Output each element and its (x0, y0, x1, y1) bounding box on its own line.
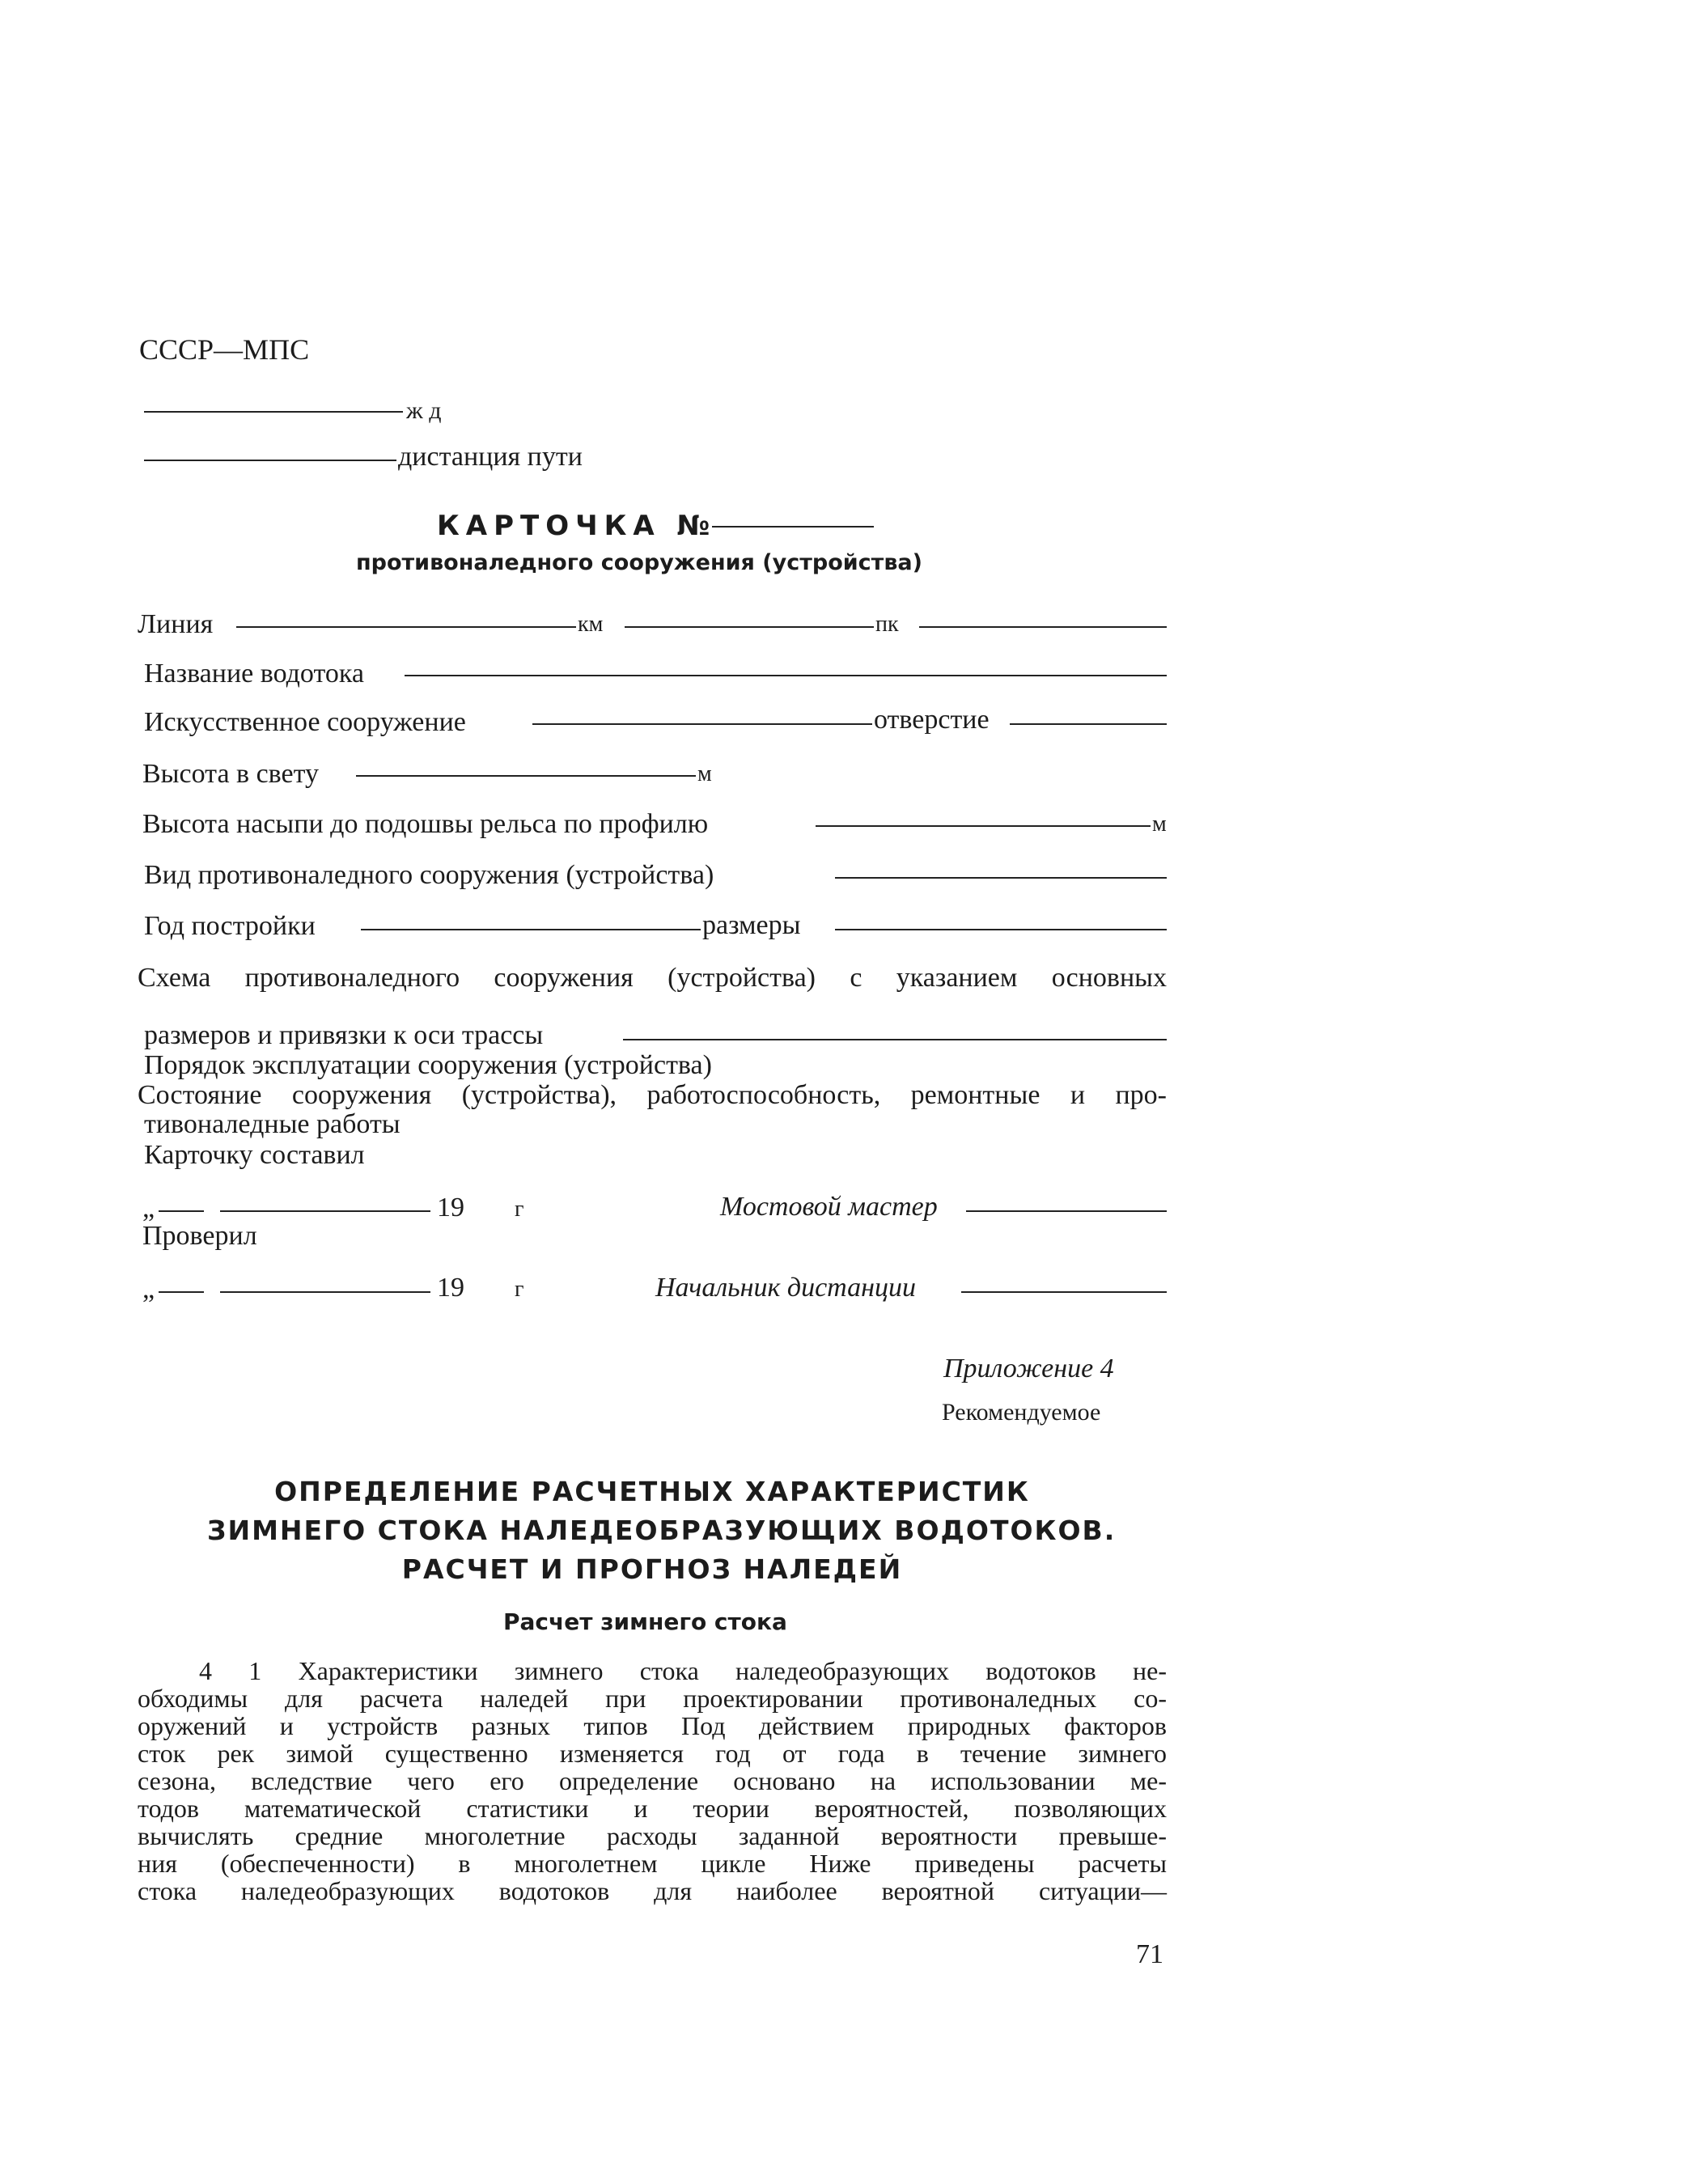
field-scheme-blank (623, 1039, 1167, 1040)
field-structure-blank (532, 723, 872, 725)
section-title-line-1: ОПРЕДЕЛЕНИЕ РАСЧЕТНЫХ ХАРАКТЕРИСТИК (274, 1476, 1030, 1507)
sig2-year-prefix: 19 (437, 1273, 464, 1303)
card-subtitle: противоналедного сооружения (устройства) (356, 550, 922, 575)
distance-suffix: дистанция пути (398, 442, 583, 472)
field-condition-line-2: тивоналедные работы (144, 1109, 401, 1139)
field-clear-height-label: Высота в свету (142, 759, 320, 789)
sig-chief-label: Начальник дистанции (655, 1273, 917, 1303)
sig1-name-blank (966, 1210, 1167, 1212)
paragraph-line: оружений и устройств разных типов Под действием природных факторов (138, 1711, 1167, 1740)
paragraph-line: ния (обеспеченности) в многолетнем цикле Ниже приведены расчеты (138, 1849, 1167, 1878)
card-title: КАРТОЧКА № (437, 510, 717, 542)
paragraph-line: вычислять средние многолетние расходы заданной вероятности превыше- (138, 1821, 1167, 1850)
field-operation-label: Порядок эксплуатации сооружения (устройства) (144, 1050, 712, 1080)
field-clear-height-unit: м (697, 761, 712, 786)
sig-bridge-master-label: Мостовой мастер (720, 1192, 938, 1222)
paragraph-line: 4 1 Характеристики зимнего стока наледеобразующих водотоков не- (199, 1656, 1167, 1685)
field-type-label: Вид противоналедного сооружения (устройства) (144, 860, 714, 890)
field-watercourse-label: Название водотока (144, 659, 364, 689)
field-compiled-label: Карточку составил (144, 1140, 365, 1170)
railway-blank-line (144, 411, 403, 413)
field-year-label: Год постройки (144, 911, 316, 941)
sig2-year-suffix: г (515, 1277, 524, 1302)
field-opening-label: отверстие (874, 705, 990, 735)
field-clear-height-blank (356, 775, 696, 777)
sig2-month-blank (220, 1291, 430, 1293)
field-checked-label: Проверил (142, 1221, 257, 1251)
distance-blank-line (144, 460, 396, 461)
appendix-status: Рекомендуемое (942, 1399, 1101, 1426)
field-embankment-unit: м (1152, 811, 1167, 837)
section-title-line-2: ЗИМНЕГО СТОКА НАЛЕДЕОБРАЗУЮЩИХ ВОДОТОКОВ. (207, 1515, 1117, 1546)
org-header: СССР—МПС (139, 333, 310, 366)
field-opening-blank (1010, 723, 1167, 725)
field-year-blank (361, 929, 701, 930)
field-dimensions-label: размеры (702, 910, 801, 940)
paragraph-line: сток рек зимой существенно изменяется год от года в течение зимнего (138, 1739, 1167, 1768)
field-pk-label: пк (875, 612, 899, 637)
field-pk-blank (919, 626, 1167, 628)
sig1-year-suffix: г (515, 1197, 524, 1222)
field-embankment-label: Высота насыпи до подошвы рельса по профилю (142, 809, 709, 839)
page-number: 71 (1136, 1939, 1163, 1969)
body-paragraph (138, 1657, 1167, 1905)
paragraph-line: стока наледеобразующих водотоков для наиболее вероятной ситуации— (138, 1876, 1167, 1905)
paragraph-line: обходимы для расчета наледей при проектировании противоналедных со- (138, 1684, 1167, 1713)
sig2-name-blank (961, 1291, 1167, 1293)
field-type-blank (835, 877, 1167, 879)
paragraph-line: сезона, вследствие чего его определение основано на использовании ме- (138, 1766, 1167, 1795)
field-km-label: км (578, 612, 604, 637)
sig2-quote: „ (142, 1274, 155, 1304)
card-number-line (712, 526, 874, 528)
sig1-month-blank (220, 1210, 430, 1212)
field-dimensions-blank (835, 929, 1167, 930)
field-scheme-label: Схема противоналедного сооружения (устройства) с указанием основных (138, 963, 1167, 993)
field-line-blank (236, 626, 576, 628)
section-title-line-3: РАСЧЕТ И ПРОГНОЗ НАЛЕДЕЙ (401, 1553, 903, 1585)
field-km-blank (625, 626, 874, 628)
field-watercourse-blank (405, 675, 1167, 676)
field-condition-line-1: Состояние сооружения (устройства), работоспособность, ремонтные и про- (138, 1080, 1167, 1110)
sig2-day-blank (159, 1291, 204, 1293)
sig1-year-prefix: 19 (437, 1193, 464, 1222)
appendix-label: Приложение 4 (943, 1354, 1114, 1383)
railway-suffix: ж д (406, 397, 442, 424)
field-structure-label: Искусственное сооружение (144, 707, 466, 737)
section-subheading: Расчет зимнего стока (503, 1608, 787, 1635)
sig1-quote: „ (142, 1193, 155, 1223)
field-scheme-cont: размеров и привязки к оси трассы (144, 1020, 544, 1050)
paragraph-line: тодов математической статистики и теории вероятностей, позволяющих (138, 1794, 1167, 1823)
sig1-day-blank (159, 1210, 204, 1212)
field-embankment-blank (816, 825, 1151, 827)
field-line-label: Линия (138, 609, 214, 639)
